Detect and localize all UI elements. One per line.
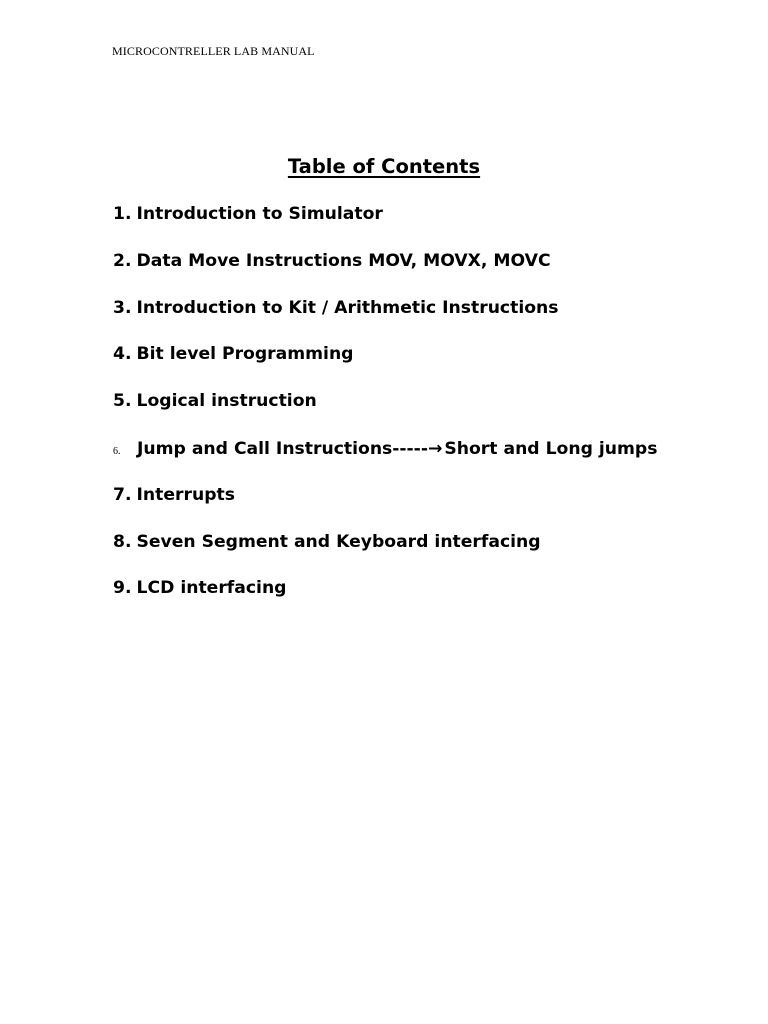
toc-item [113,529,657,576]
toc-item [113,575,657,622]
toc-item [113,295,657,342]
toc-item-text: Introduction to Kit / Arithmetic Instructions [136,297,559,318]
toc-item [113,248,657,295]
toc-item-number: 2. [113,250,132,271]
toc-item-number: 3. [113,297,132,318]
toc-item-number: 6. [113,445,121,457]
toc-title [0,155,768,178]
toc-item [113,201,657,248]
toc-item-text: Bit level Programming [136,344,354,365]
toc-item-text: Introduction to Simulator [136,204,383,224]
toc-item [113,436,657,483]
toc-list [113,201,657,622]
toc-item-number: 5. [113,391,132,412]
toc-item-text: Seven Segment and Keyboard interfacing [136,531,541,552]
toc-item-number: 1. [113,204,132,224]
toc-item-text: Logical instruction [136,391,317,412]
running-header: MICROCONTRELLER LAB MANUAL [112,44,315,58]
toc-item-number: 8. [113,531,132,552]
toc-title-text: Table of Contents [287,155,481,178]
toc-item-text: Data Move Instructions MOV, MOVX, MOVC [136,250,551,271]
toc-item-number: 9. [113,578,132,599]
toc-item-number: 7. [113,484,132,505]
toc-item-number: 4. [113,344,132,365]
toc-item [113,482,657,529]
toc-item-text: Interrupts [136,484,235,505]
right-arrow-icon: → [427,438,443,459]
toc-item-text: Jump and Call Instructions----- [137,438,428,459]
toc-item-text: LCD interfacing [136,578,287,599]
toc-item [113,388,657,435]
toc-item-text-after: Short and Long jumps [444,438,658,459]
toc-item [113,341,657,388]
